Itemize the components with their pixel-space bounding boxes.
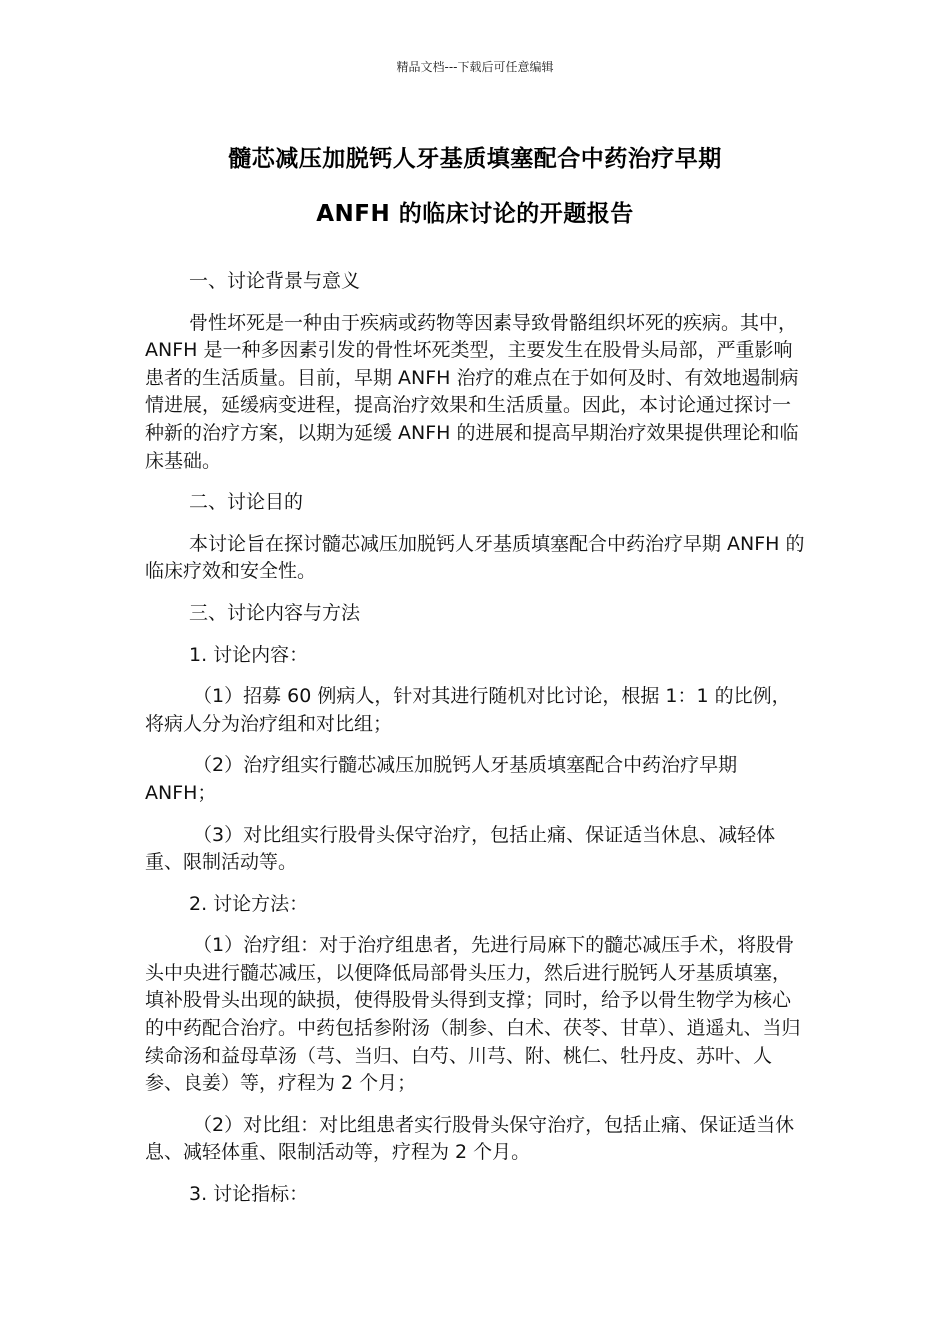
paragraph-purpose: 本讨论旨在探讨髓芯减压加脱钙人牙基质填塞配合中药治疗早期 ANFH 的临床疗效和安全性。: [145, 532, 805, 583]
section-heading-background: 一、讨论背景与意义: [189, 270, 361, 292]
page-header: 精品文档---下载后可任意编辑: [396, 60, 554, 74]
paragraph-background: 骨性坏死是一种由于疾病或药物等因素导致骨骼组织坏死的疾病。其中，ANFH 是一种多因素引发的骨性坏死类型，主要发生在股骨头局部，严重影响患者的生活质量。目前，早期 ANFH 治疗的难点在于如何及时、有效地遏制病情进展，延缓病变进程，提高治疗效果和生活质量。因此，本讨论通过探讨一种新的治疗方案，以期为延缓 ANFH 的进展和提高早期治疗效果提供理论和临床基础。: [145, 311, 799, 472]
content-item-3: （3）对比组实行股骨头保守治疗，包括止痛、保证适当休息、减轻体重、限制活动等。: [145, 823, 776, 874]
subheading-content: 1. 讨论内容：: [189, 643, 309, 666]
subheading-indicators: 3. 讨论指标：: [189, 1183, 309, 1206]
content-item-2: （2）治疗组实行髓芯减压加脱钙人牙基质填塞配合中药治疗早期 ANFH；: [145, 754, 738, 804]
document-title-line-2: ANFH 的临床讨论的开题报告: [316, 201, 634, 227]
section-heading-content-methods: 三、讨论内容与方法: [189, 601, 361, 624]
document-body: [145, 268, 807, 1223]
subheading-methods: 2. 讨论方法：: [189, 892, 309, 915]
section-heading-purpose: 二、讨论目的: [189, 491, 304, 514]
content-item-1: （1）招募 60 例病人，针对其进行随机对比讨论，根据 1：1 的比例，将病人分为治疗组和对比组；: [145, 685, 791, 735]
method-item-2: （2）对比组：对比组患者实行股骨头保守治疗，包括止痛、保证适当休息、减轻体重、限制活动等，疗程为 2 个月。: [145, 1113, 795, 1164]
method-item-1: （1）治疗组：对于治疗组患者，先进行局麻下的髓芯减压手术，将股骨头中央进行髓芯减压，以便降低局部骨头压力，然后进行脱钙人牙基质填塞，填补股骨头出现的缺损，使得股骨头得到支撑；同时，给予以骨生物学为核心的中药配合治疗。中药包括参附汤（制参、白术、茯苓、甘草）、逍遥丸、当归续命汤和益母草汤（芎、当归、白芍、川芎、附、桃仁、牡丹皮、苏叶、人参、良姜）等，疗程为 2 个月；: [145, 934, 801, 1095]
document-title-line-1: 髓芯减压加脱钙人牙基质填塞配合中药治疗早期: [228, 146, 722, 172]
